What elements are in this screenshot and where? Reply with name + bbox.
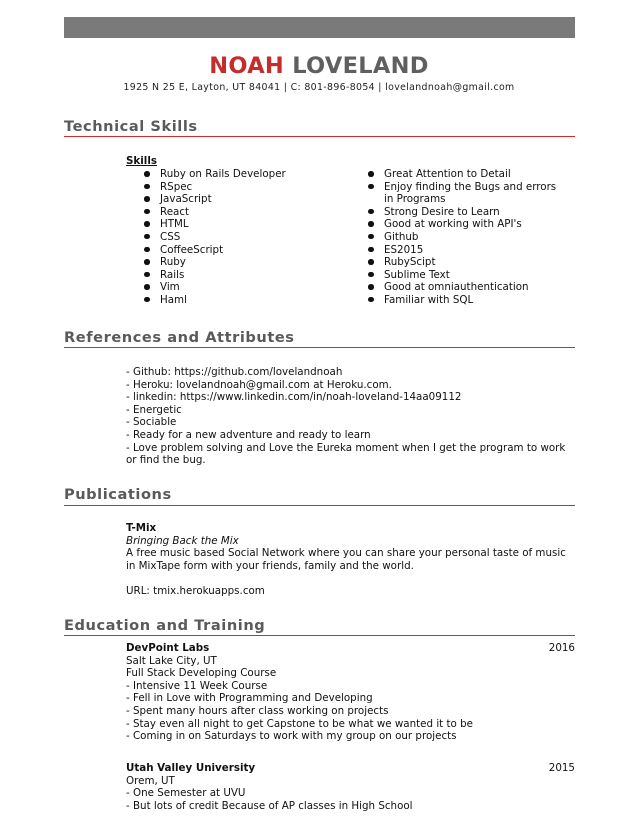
publication-subtitle: Bringing Back the Mix (126, 534, 239, 547)
skill-item: CSS (143, 231, 343, 244)
skill-item: Good at omniauthentication (367, 281, 567, 294)
reference-line: - Ready for a new adventure and ready to learn (126, 428, 371, 441)
skill-item: Vim (143, 281, 343, 294)
publication-title: T-Mix (126, 522, 157, 534)
skill-item: Haml (143, 294, 343, 307)
reference-line: - Love problem solving and Love the Eureka moment when I get the program to work or find the bug. (126, 441, 566, 467)
skill-item: Enjoy finding the Bugs and errors in Programs (367, 181, 567, 206)
education-line: - Spent many hours after class working on projects (126, 704, 389, 717)
skills-list-right (367, 168, 567, 307)
education-entry (126, 642, 575, 743)
publication-entry (126, 522, 566, 598)
education-line: - But lots of credit Because of AP classes in High School (126, 799, 413, 812)
skill-item: JavaScript (143, 193, 343, 206)
skill-item: ES2015 (367, 244, 567, 257)
education-line: Orem, UT (126, 774, 175, 787)
section-title-publications: Publications (64, 486, 172, 503)
skill-item: Great Attention to Detail (367, 168, 567, 181)
section-rule (64, 635, 575, 636)
education-line: Full Stack Developing Course (126, 667, 277, 680)
candidate-name (0, 52, 638, 80)
skill-item: Rails (143, 269, 343, 282)
reference-line: - Github: https://github.com/lovelandnoah (126, 366, 343, 378)
skill-item: React (143, 206, 343, 219)
skill-item: RubyScipt (367, 256, 567, 269)
education-line: Salt Lake City, UT (126, 654, 217, 667)
education-line: - Stay even all night to get Capstone to be what we wanted it to be (126, 717, 473, 730)
section-rule (64, 347, 575, 348)
education-line: - Intensive 11 Week Course (126, 679, 268, 692)
education-line: - Coming in on Saturdays to work with my group on our projects (126, 730, 457, 743)
skills-list-left (143, 168, 343, 307)
skill-item: Good at working with API's (367, 218, 567, 231)
section-rule (64, 136, 575, 137)
reference-line: - Energetic (126, 403, 182, 416)
first-name: NOAH (209, 53, 285, 79)
skill-item: CoffeeScript (143, 244, 343, 257)
skill-item: Ruby on Rails Developer (143, 168, 343, 181)
skills-subheading: Skills (126, 155, 157, 167)
education-line: - One Semester at UVU (126, 787, 246, 800)
education-header (126, 762, 575, 775)
last-name: LOVELAND (292, 53, 429, 79)
section-title-education: Education and Training (64, 617, 266, 634)
skill-item: Sublime Text (367, 269, 567, 282)
header-bar (64, 17, 575, 38)
education-year: 2016 (548, 642, 575, 654)
school-name: DevPoint Labs (126, 642, 210, 654)
school-name: Utah Valley University (126, 762, 256, 774)
skill-item: Strong Desire to Learn (367, 206, 567, 219)
skill-item: Github (367, 231, 567, 244)
education-line: - Fell in Love with Programming and Developing (126, 692, 373, 705)
publication-url: URL: tmix.herokuapps.com (126, 584, 265, 597)
reference-line: - Sociable (126, 416, 177, 429)
publication-description: A free music based Social Network where you can share your personal taste of music in MixTape form with your friends, family and the world. (126, 547, 566, 572)
skill-item: Familiar with SQL (367, 294, 567, 307)
skill-item: RSpec (143, 181, 343, 194)
reference-line: - linkedin: https://www.linkedin.com/in/noah-loveland-14aa09112 (126, 391, 462, 404)
reference-line: - Heroku: lovelandnoah@gmail.com at Heroku.com. (126, 378, 392, 391)
section-title-references: References and Attributes (64, 329, 295, 346)
contact-line: 1925 N 25 E, Layton, UT 84041 | C: 801-896-8054 | lovelandnoah@gmail.com (123, 82, 515, 93)
education-entry (126, 762, 575, 812)
section-rule (64, 505, 575, 506)
section-title-skills: Technical Skills (64, 118, 198, 135)
skill-item: Ruby (143, 256, 343, 269)
education-year: 2015 (548, 762, 575, 774)
skill-item: HTML (143, 218, 343, 231)
education-header (126, 642, 575, 655)
references-list (126, 366, 566, 467)
